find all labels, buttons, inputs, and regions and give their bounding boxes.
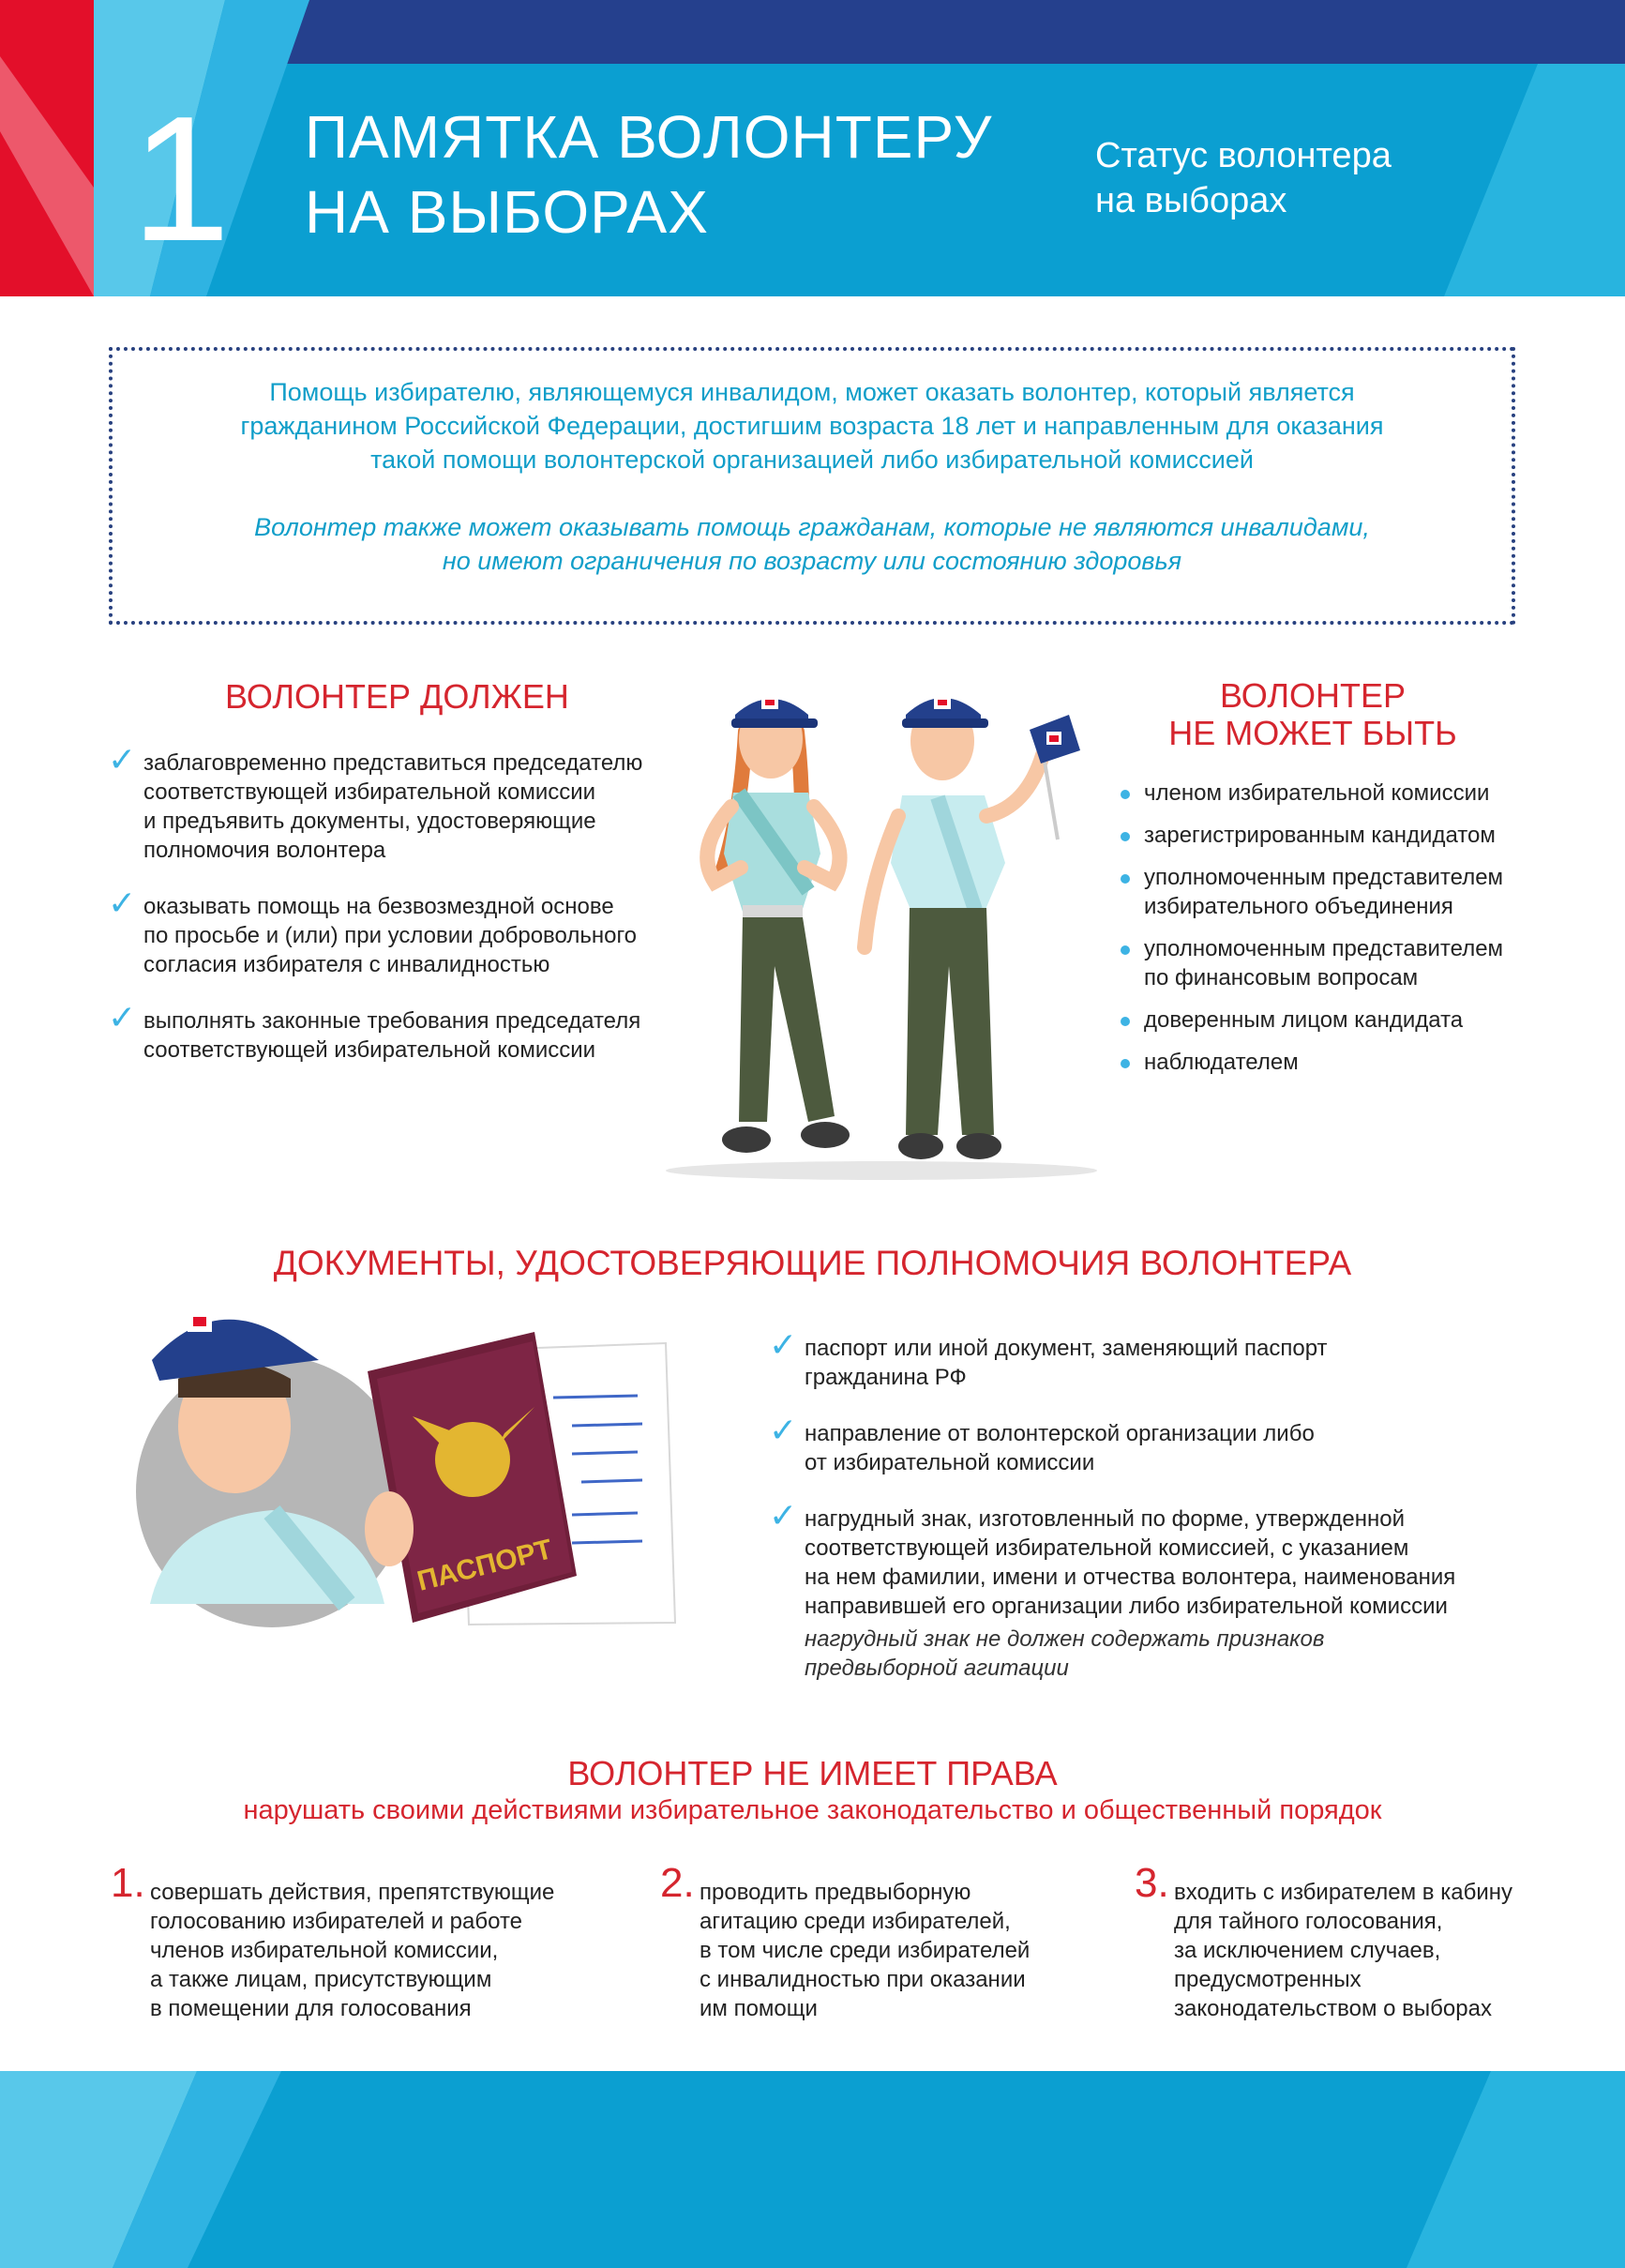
- intro-box: [109, 347, 1515, 625]
- volunteers-illustration: [656, 666, 1106, 1191]
- intro-italic-text: [113, 510, 1512, 578]
- documents-list: [769, 1325, 1482, 1710]
- passport-illustration: [131, 1294, 694, 1651]
- intro-line: Волонтер также может оказывать помощь гражданам, которые не являются инвалидами,: [254, 513, 1370, 541]
- rights-subtitle: нарушать своими действиями избирательное законодательство и общественный порядок: [243, 1795, 1382, 1825]
- intro-text: [113, 375, 1512, 476]
- passport-label: ПАСПОРТ: [414, 1534, 556, 1597]
- list-item: ✓ выполнять законные требования председателя соответствующей избирательной комиссии: [108, 998, 641, 1063]
- check-icon: ✓: [108, 884, 137, 922]
- page-number: 1: [131, 80, 231, 279]
- item-text: входить с избирателем в кабину для тайного голосования, за исключением случаев, предусмотренных законодательством о выборах: [1174, 1880, 1512, 2021]
- list-item: уполномоченным представителем по финансовым вопросам: [1121, 934, 1533, 992]
- item-number: 3.: [1135, 1860, 1169, 1906]
- girl-volunteer-figure: [707, 696, 850, 1153]
- item-number: 2.: [660, 1860, 695, 1906]
- list-item: членом избирательной комиссии: [1121, 779, 1533, 808]
- list-item: ✓ направление от волонтерской организации либо от избирательной комиссии: [769, 1411, 1315, 1475]
- check-icon: ✓: [769, 1496, 798, 1535]
- item-text: проводить предвыборную агитацию среди избирателей, в том числе среди избирателей с инвалидностью при оказании им помощи: [700, 1880, 1031, 2021]
- check-icon: ✓: [769, 1325, 798, 1364]
- title-line: ВОЛОНТЕР: [1219, 676, 1407, 715]
- cannot-list: [1121, 779, 1533, 1090]
- badge-note: нагрудный знак не должен содержать признаков предвыборной агитации: [805, 1626, 1325, 1681]
- page-title: [305, 99, 992, 249]
- item-text: совершать действия, препятствующие голосованию избирателей и работе членов избирательной комиссии, а также лицам, присутствующим в помещении для голосования: [150, 1880, 555, 2021]
- intro-line: но имеют ограничения по возрасту или состоянию здоровья: [442, 547, 1182, 575]
- check-icon: ✓: [108, 740, 137, 779]
- documents-title: ДОКУМЕНТЫ, УДОСТОВЕРЯЮЩИЕ ПОЛНОМОЧИЯ ВОЛОНТЕРА: [273, 1244, 1352, 1282]
- list-item: ✓ паспорт или иной документ, заменяющий паспорт гражданина РФ: [769, 1325, 1328, 1390]
- subtitle-line: Статус волонтера: [1095, 136, 1392, 175]
- rights-title: ВОЛОНТЕР НЕ ИМЕЕТ ПРАВА: [567, 1754, 1058, 1792]
- check-icon: ✓: [108, 998, 137, 1036]
- must-title: ВОЛОНТЕР ДОЛЖЕН: [225, 677, 569, 716]
- list-item: ✓ заблаговременно представиться председателю соответствующей избирательной комиссии и предъявить документы, удостоверяющие полномочия волонтера: [108, 740, 643, 863]
- intro-line: гражданином Российской Федерации, достигшим возраста 18 лет и направленным для оказания: [240, 412, 1384, 440]
- intro-line: Помощь избирателю, являющемуся инвалидом, может оказать волонтер, который является: [269, 378, 1355, 406]
- list-item: ✓ оказывать помощь на безвозмездной основе по просьбе и (или) при условии добровольного согласия избирателя с инвалидностью: [108, 884, 638, 977]
- check-icon: ✓: [769, 1411, 798, 1449]
- list-item: уполномоченным представителем избирательного объединения: [1121, 863, 1533, 921]
- title-line: НА ВЫБОРАХ: [305, 178, 709, 246]
- must-list: [108, 740, 670, 1092]
- list-item: зарегистрированным кандидатом: [1121, 821, 1533, 850]
- list-item: доверенным лицом кандидата: [1121, 1005, 1533, 1035]
- intro-line: такой помощи волонтерской организацией либо избирательной комиссией: [370, 446, 1254, 474]
- page-subtitle: [1095, 133, 1392, 223]
- title-line: НЕ МОЖЕТ БЫТЬ: [1168, 714, 1457, 752]
- list-item: наблюдателем: [1121, 1048, 1533, 1077]
- boy-volunteer-figure: [865, 696, 1080, 1159]
- footer-banner: [0, 2071, 1625, 2268]
- cannot-title: [1116, 677, 1510, 752]
- subtitle-line: на выборах: [1095, 181, 1287, 220]
- header-banner: [0, 0, 1625, 296]
- list-item: ✓ нагрудный знак, изготовленный по форме, утвержденной соответствующей избирательной комиссией, с указанием на нем фамилии, имени и отчества волонтера, наименования направившей его организации либо избирательной комиссии нагрудный знак не должен содержать признаков предвыборной агитации: [769, 1504, 1482, 1683]
- item-number: 1.: [111, 1860, 145, 1906]
- title-line: ПАМЯТКА ВОЛОНТЕРУ: [305, 103, 993, 171]
- footer-background-shapes: [0, 2071, 1625, 2268]
